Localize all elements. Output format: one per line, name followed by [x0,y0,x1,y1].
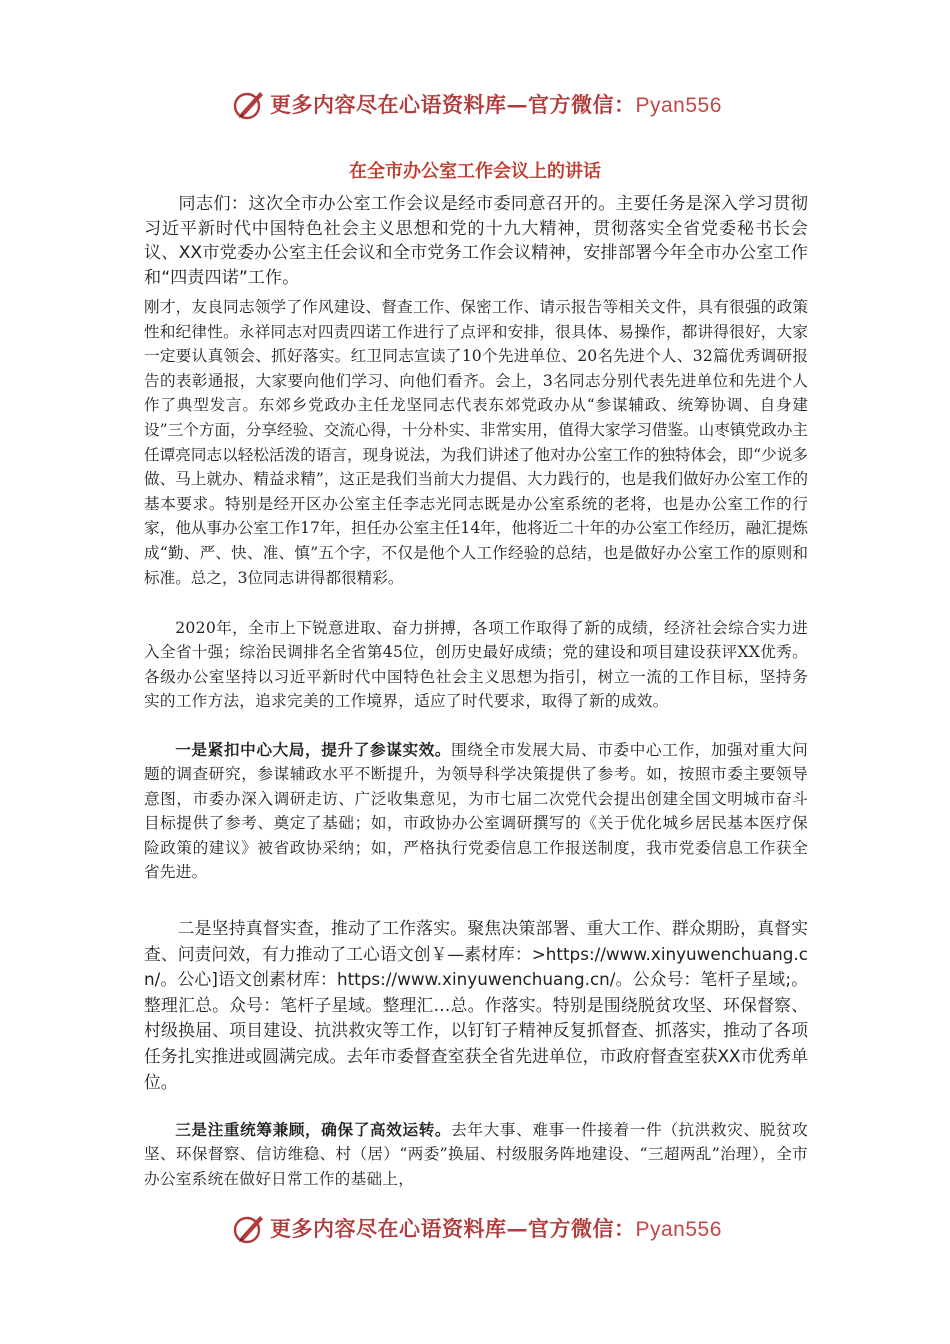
paragraph-intro: 同志们：这次全市办公室工作会议是经市委同意召开的。主要任务是深入学习贯彻习近平新时代中国特色社会主义思想和党的十九大精神，贯彻落实全省党委秘书长会议、XX市党委办公室主任会议和全市党务工作会议精神，安排部署今年全市办公室工作和“四责四诺”工作。 [144,194,808,288]
point-one-heading: 一是紧扣中心大局，提升了参谋实效。 [175,740,452,759]
point-three-heading: 三是注重统筹兼顾，确保了高效运转。 [175,1120,452,1139]
pen-logo-icon [232,87,266,121]
header-watermark-banner [232,84,732,124]
banner-text: 更多内容尽在心语资料库—官方微信：Pyan556 [270,1216,722,1241]
point-one-text: 围绕全市发展大局、市委中心工作，加强对重大问题的调查研究，参谋辅政水平不断提升，为领导科学决策提供了参考。如，按照市委主要领导意图，市委办深入调研走访、广泛收集意见，为市七届二次党代会提出创建全国文明城市奋斗目标提供了参考、奠定了基础；如，市政协办公室调研撰写的《关于优化城乡居民基本医疗保险政策的建议》被省政协采纳；如，严格执行党委信息工作报送制度，我市党委信息工作获全省先进。 [144,741,808,882]
pen-logo-icon [232,1211,266,1245]
document-title: 在全市办公室工作会议上的讲话 [349,161,601,182]
paragraph-point-two: 二是坚持真督实查，推动了工作落实。聚焦决策部署、重大工作、群众期盼，真督实查、问责问效，有力推动了工心语文创￥—素材库：>https://www.xinyuwenchuang.cn/。公心]语文创素材库：https://www.xinyuwenchuang.cn/。公众号：笔杆子星域;。整理汇总。众号：笔杆子星域。整理汇…总。作落实。特别是围绕脱贫攻坚、环保督察、村级换届、项目建设、抗洪救灾等工作，以钉钉子精神反复抓督查、抓落实，推动了各项任务扎实推进或圆满完成。去年市委督查室获全省先进单位，市政府督查室获XX市优秀单位。 [144,918,808,1092]
paragraph-speakers: 刚才，友良同志领学了作风建设、督查工作、保密工作、请示报告等相关文件，具有很强的政策性和纪律性。永祥同志对四责四诺工作进行了点评和安排，很具体、易操作，都讲得很好，大家一定要认真领会、抓好落实。红卫同志宣读了10个先进单位、20名先进个人、32篇优秀调研报告的表彰通报，大家要向他们学习、向他们看齐。会上，3名同志分别代表先进单位和先进个人作了典型发言。东郊乡党政办主任龙坚同志代表东郊党政办从“参谋辅政、统筹协调、自身建设”三个方面，分享经验、交流心得，十分朴实、非常实用，值得大家学习借鉴。山枣镇党政办主任谭亮同志以轻松活泼的语言，现身说法，为我们讲述了他对办公室工作的独特体会，即“少说多做、马上就办、精益求精”，这正是我们当前大力提倡、大力践行的，也是我们做好办公室工作的基本要求。特别是经开区办公室主任李志光同志既是办公室系统的老将，也是办公室工作的行家，他从事办公室工作17年，担任办公室主任14年，他将近二十年的办公室工作经历，融汇提炼成“勤、严、快、准、慎”五个字，不仅是他个人工作经验的总结，也是做好办公室工作的原则和标准。总之，3位同志讲得都很精彩。 [144,298,808,587]
wechat-id: Pyan556 [635,94,722,117]
paragraph-point-one [144,738,808,884]
paragraph-point-three [144,1118,808,1191]
paragraph-achievements: 2020年，全市上下锐意进取、奋力拼搏，各项工作取得了新的成绩，经济社会综合实力进入全省十强；综治民调排名全省第45位，创历史最好成绩；党的建设和项目建设获评XX优秀。各级办公室坚持以习近平新时代中国特色社会主义思想为指引，树立一流的工作目标，坚持务实的工作方法，追求完美的工作境界，适应了时代要求，取得了新的成效。 [144,619,808,711]
footer-watermark-banner [232,1208,732,1248]
wechat-id: Pyan556 [635,1218,722,1241]
banner-text: 更多内容尽在心语资料库—官方微信：Pyan556 [270,92,722,117]
point-three-text: 去年大事、难事一件接着一件（抗洪救灾、脱贫攻坚、环保督察、信访维稳、村（居）“两委”换届、村级服务阵地建设、“三超两乱”治理），全市办公室系统在做好日常工作的基础上， [144,1121,808,1188]
